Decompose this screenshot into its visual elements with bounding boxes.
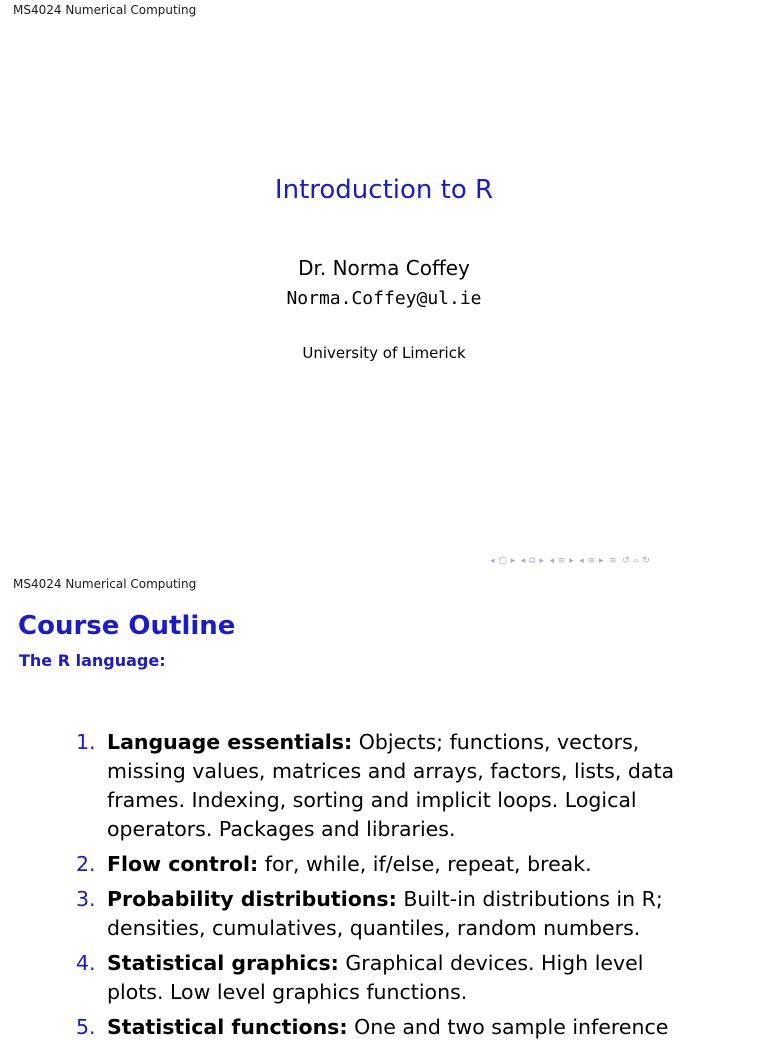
slide1-header: MS4024 Numerical Computing (13, 3, 197, 17)
list-item: 1. Language essentials: Objects; functions, vectors, missing values, matrices and arrays, factors, lists, data frames. Indexing, sorting and implicit loops. Logical operators. Packages and libraries. (76, 730, 675, 841)
slide2-header: MS4024 Numerical Computing (13, 577, 197, 591)
slide2-subtitle: The R language: (19, 651, 166, 670)
list-item: 4. Statistical graphics: Graphical devices. High level plots. Low level graphics functions. (76, 951, 644, 1004)
frame-nav-icon[interactable]: ◂ ▢ ▸ (490, 556, 516, 566)
section-nav-icon[interactable]: ◂ ≡ ▸ (549, 556, 575, 566)
search-icon[interactable]: ↺ ⌕ ↻ (622, 556, 651, 566)
list-item: 2. Flow control: for, while, if/else, repeat, break. (76, 852, 592, 876)
subsection-nav-icon[interactable]: ◂ ⧉ ▸ (520, 556, 545, 566)
outline-list (0, 728, 768, 1048)
part-nav-icon[interactable]: ◂ ≡ ▸ (579, 556, 605, 566)
list-item: 3. Probability distributions: Built-in distributions in R; densities, cumulatives, quantiles, random numbers. (76, 887, 663, 940)
align-icon[interactable]: ≡ (609, 556, 618, 566)
author-name: Dr. Norma Coffey (298, 256, 470, 280)
slide1-title: Introduction to R (274, 175, 494, 205)
list-item: 5. Statistical functions: One and two sample inference (76, 1015, 669, 1039)
author-email[interactable]: Norma.Coffey@ul.ie (286, 288, 482, 309)
navigation-bar (490, 556, 650, 566)
institution: University of Limerick (302, 344, 466, 362)
slide2-title: Course Outline (18, 611, 236, 641)
